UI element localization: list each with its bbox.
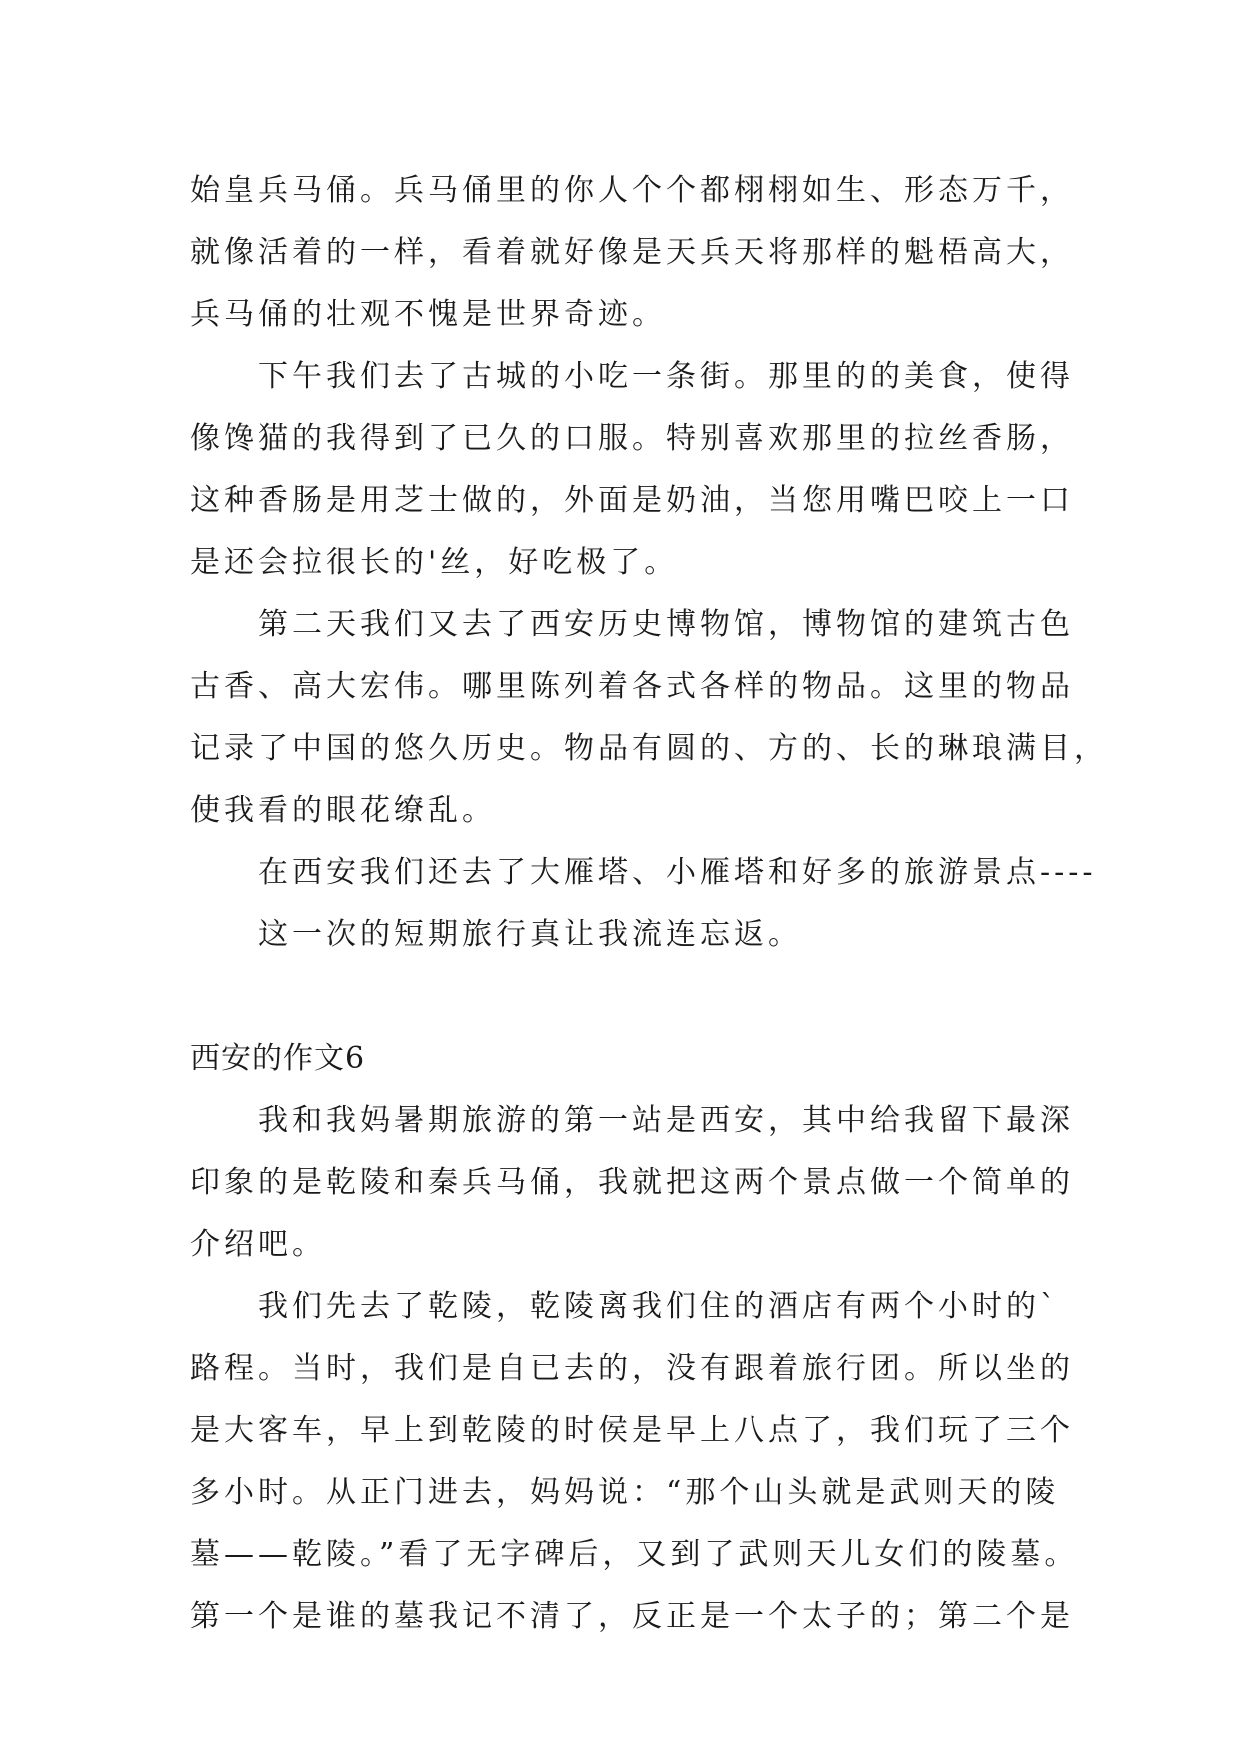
paragraph-first-line: 我们先去了乾陵，乾陵离我们住的酒店有两个小时的`: [258, 1289, 1059, 1324]
text-line: 介绍吧。: [190, 1227, 326, 1262]
text-line: 始皇兵马俑。兵马俑里的你人个个都栩栩如生、形态万千，: [190, 173, 1074, 208]
paragraph-first-line: 我和我妈暑期旅游的第一站是西安，其中给我留下最深: [258, 1103, 1074, 1138]
paragraph-first-line: 在西安我们还去了大雁塔、小雁塔和好多的旅游景点----: [258, 855, 1097, 890]
section-gap: [190, 966, 1070, 1028]
document-body: [190, 160, 1108, 1648]
text-line: 多小时。从正门进去，妈妈说：“那个山头就是武则天的陵: [190, 1475, 1060, 1510]
text-line: 墓——乾陵。”看了无字碑后，又到了武则天儿女们的陵墓。: [190, 1537, 1079, 1572]
text-line: 记录了中国的悠久历史。物品有圆的、方的、长的琳琅满目，: [190, 731, 1108, 766]
text-line: 像馋猫的我得到了已久的口服。特别喜欢那里的拉丝香肠，: [190, 421, 1074, 456]
paragraph-first-line: 第二天我们又去了西安历史博物馆，博物馆的建筑古色: [258, 607, 1074, 642]
paragraph-first-line: 下午我们去了古城的小吃一条街。那里的的美食，使得: [258, 359, 1074, 394]
text-line: 兵马俑的壮观不愧是世界奇迹。: [190, 297, 666, 332]
text-line: 使我看的眼花缭乱。: [190, 793, 496, 828]
text-line: 是还会拉很长的'丝，好吃极了。: [190, 545, 679, 580]
text-line: 第一个是谁的墓我记不清了，反正是一个太子的；第二个是: [190, 1599, 1074, 1634]
text-line: 这种香肠是用芝士做的，外面是奶油，当您用嘴巴咬上一口: [190, 483, 1074, 518]
text-line: 是大客车，早上到乾陵的时侯是早上八点了，我们玩了三个: [190, 1413, 1074, 1448]
text-line: 就像活着的一样，看着就好像是天兵天将那样的魁梧高大，: [190, 235, 1074, 270]
text-line: 古香、高大宏伟。哪里陈列着各式各样的物品。这里的物品: [190, 669, 1074, 704]
section-title: 西安的作文6: [190, 1041, 366, 1076]
text-line: 印象的是乾陵和秦兵马俑，我就把这两个景点做一个简单的: [190, 1165, 1074, 1200]
text-line: 路程。当时，我们是自已去的，没有跟着旅行团。所以坐的: [190, 1351, 1074, 1386]
paragraph-first-line: 这一次的短期旅行真让我流连忘返。: [258, 917, 802, 952]
